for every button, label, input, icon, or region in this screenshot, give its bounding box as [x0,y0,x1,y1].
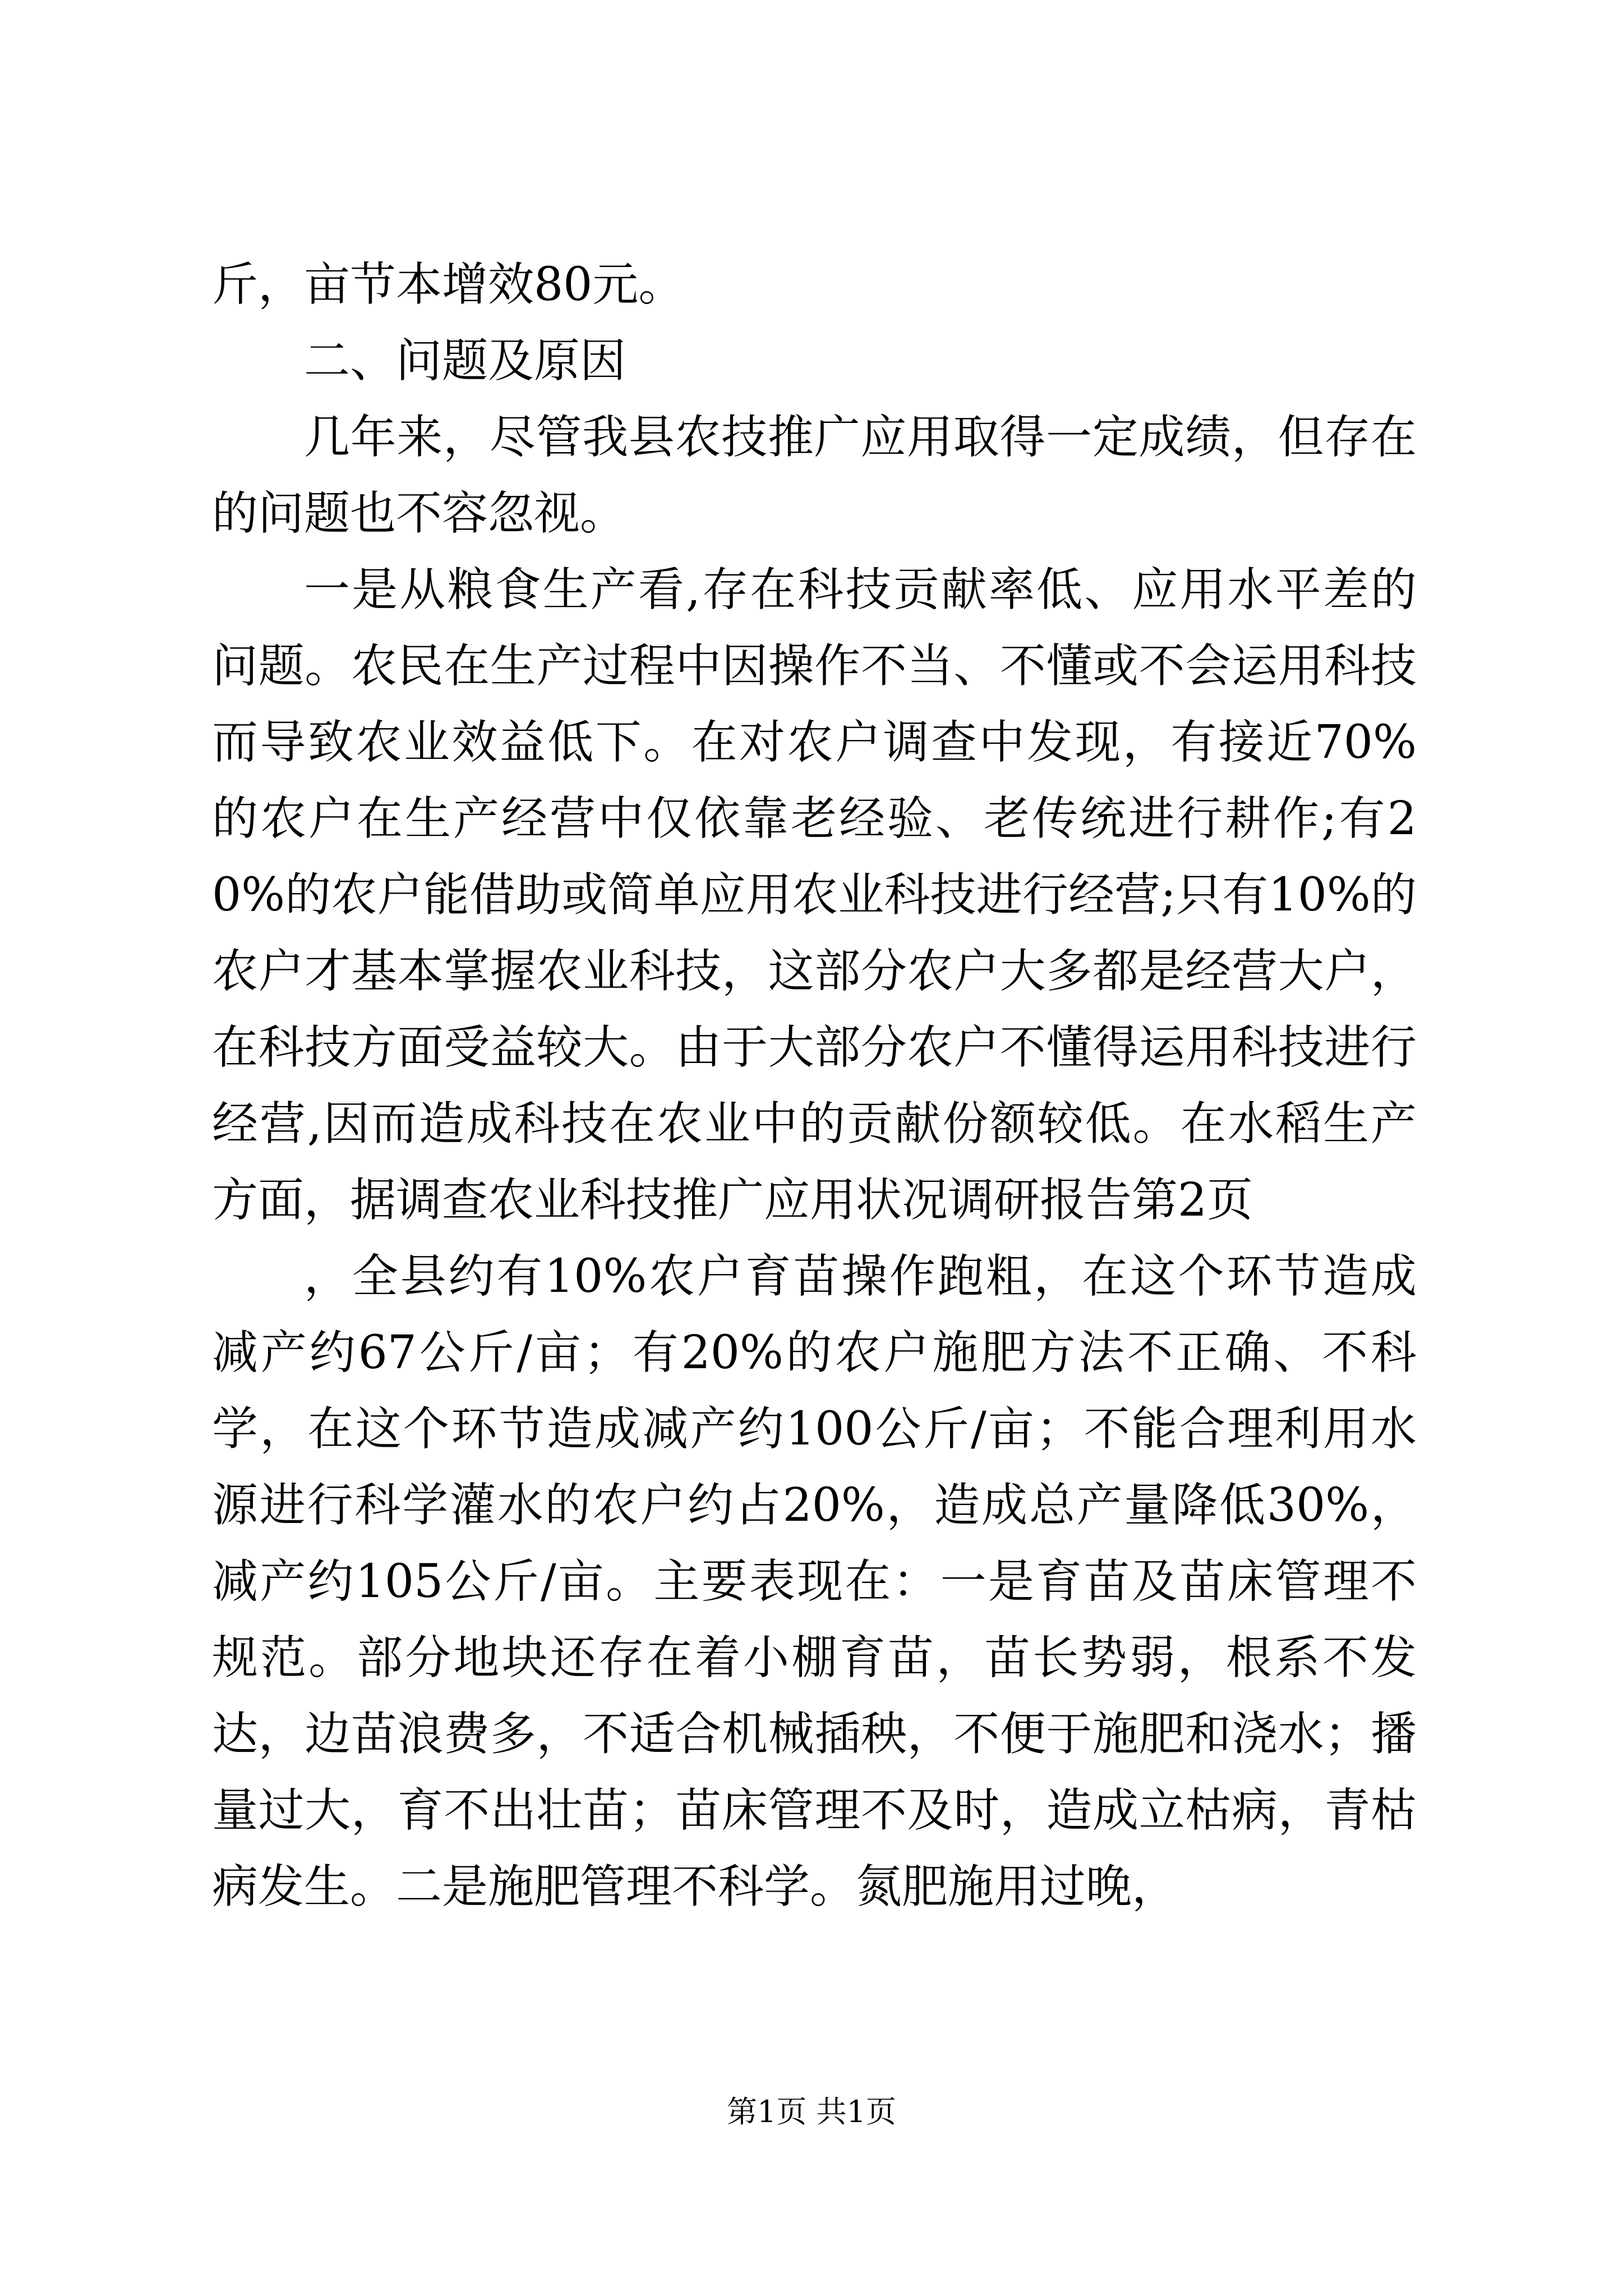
paragraph: ，全县约有10%农户育苗操作跑粗，在这个环节造成减产约67公斤/亩；有20%的农户施肥方法不正确、不科学，在这个环节造成减产约100公斤/亩；不能合理利用水源进行科学灌水的农户约占20%，造成总产量降低30%，减产约105公斤/亩。主要表现在：一是育苗及苗床管理不规范。部分地块还存在着小棚育苗，苗长势弱，根系不发达，边苗浪费多，不适合机械插秧，不便于施肥和浇水；播量过大，育不出壮苗；苗床管理不及时，造成立枯病，青枯病发生。二是施肥管理不科学。氮肥施用过晚， [212,1250,1417,1913]
paragraph: 几年来，尽管我县农技推广应用取得一定成绩，但存在的问题也不容忽视。 [212,411,1417,540]
paragraph-continuation: 斤，亩节本增效80元。 [212,258,685,311]
section-heading: 二、问题及原因 [304,334,626,388]
document-body [212,247,1417,1925]
paragraph: 一是从粮食生产看,存在科技贡献率低、应用水平差的问题。农民在生产过程中因操作不当、不懂或不会运用科技而导致农业效益低下。在对农户调查中发现，有接近70%的农户在生产经营中仅依靠老经验、老传统进行耕作;有20%的农户能借助或简单应用农业科技进行经营;只有10%的农户才基本掌握农业科技，这部分农户大多都是经营大户，在科技方面受益较大。由于大部分农户不懂得运用科技进行经营,因而造成科技在农业中的贡献份额较低。在水稻生产方面，据调查农业科技推广应用状况调研报告第2页 [212,563,1417,1227]
page-footer: 第1页 共1页 [727,2094,896,2129]
